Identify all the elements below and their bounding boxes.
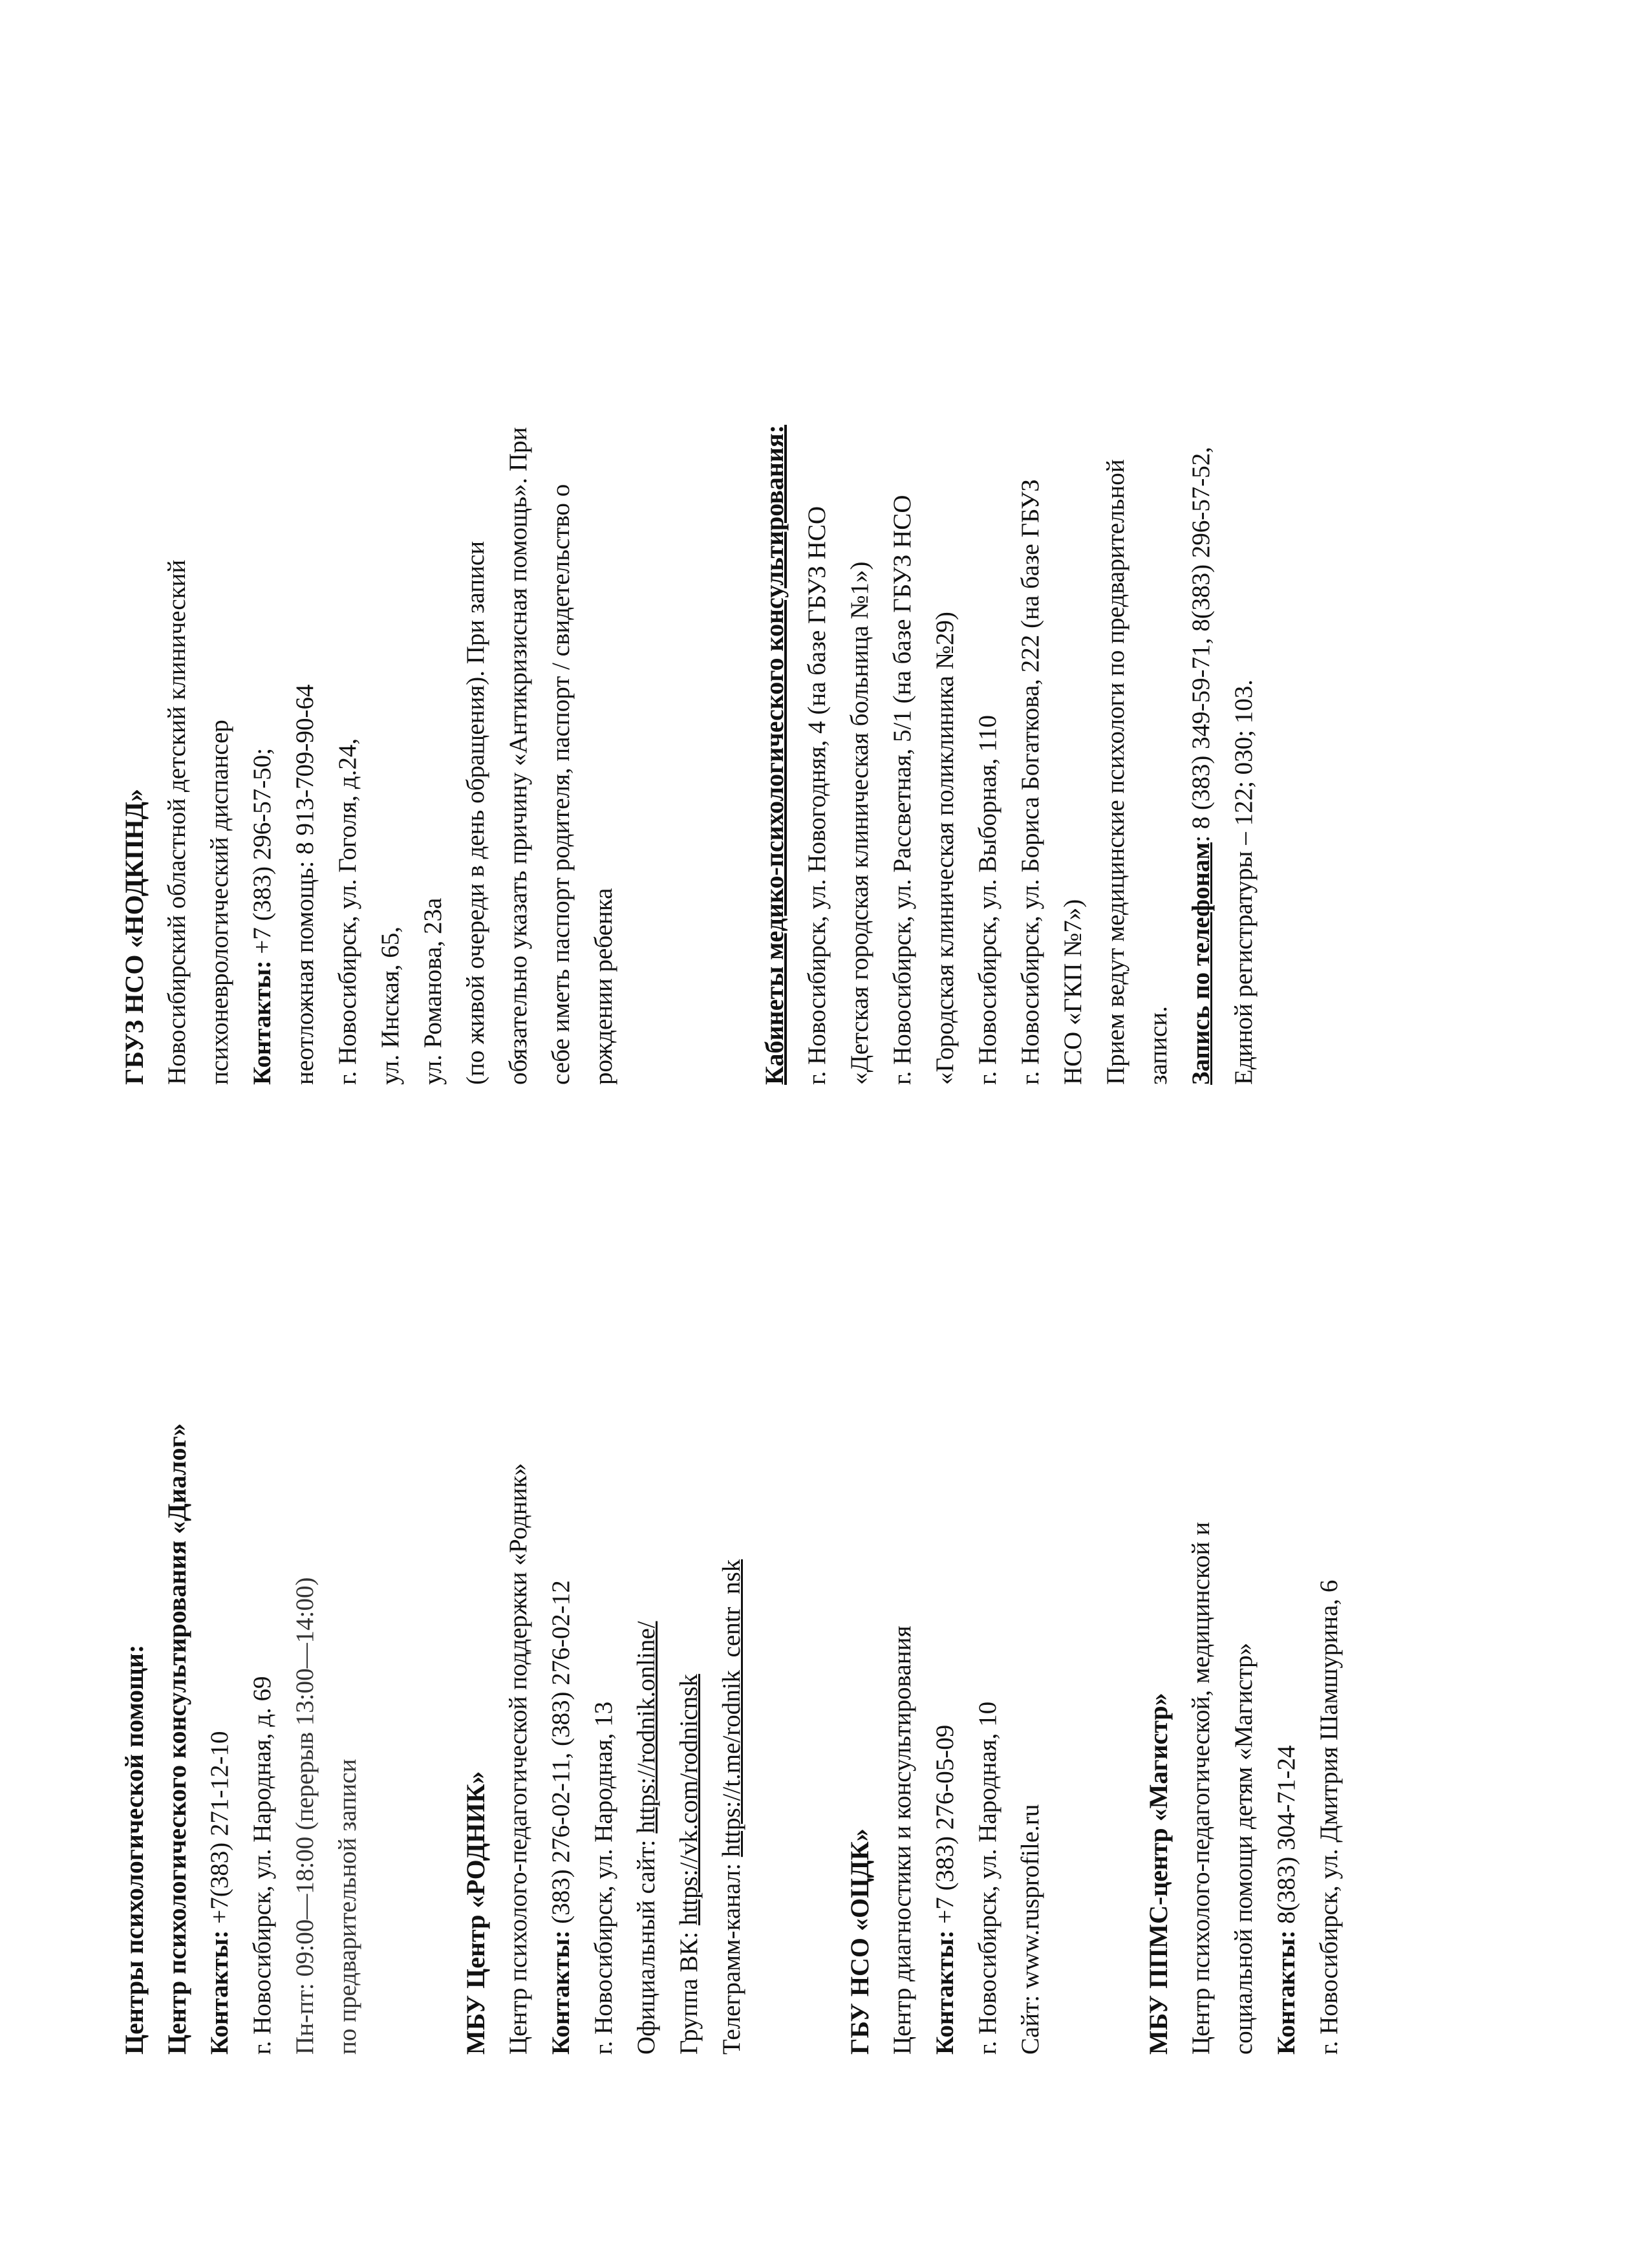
cabinet-address: г. Новосибирск, ул. Бориса Богаткова, 222 (на базе ГБУЗ — [1016, 479, 1044, 1085]
section-rodnik — [455, 1117, 753, 2055]
contacts-value: 8(383) 304-71-24 — [1272, 1745, 1300, 1931]
center-description: Центр диагностики и консультирования — [888, 1625, 916, 2055]
address: ул. Романова, 23а — [419, 897, 447, 1085]
emergency-phone: неотложная помощь: 8 913-709-90-64 — [291, 684, 319, 1085]
section-otsdk — [839, 1117, 1052, 2055]
contacts-line — [924, 1117, 967, 2055]
address: г. Новосибирск, ул. Народная, д. 69 — [248, 1676, 276, 2055]
appointment-note: по предварительной записи — [334, 1759, 361, 2055]
right-column — [113, 37, 1265, 1085]
contacts-value: +7 (383) 296-57-50; — [248, 747, 276, 961]
phone-value: : 8 (383) 349-59-71, 8(383) 296-57-52, — [1187, 446, 1215, 842]
center-description: Центр психолого-педагогической поддержки «Родник» — [504, 1462, 532, 2055]
address: г. Новосибирск, ул. Дмитрия Шамшурина, 6 — [1315, 1579, 1343, 2055]
address: г. Новосибирск, ул. Народная, 13 — [590, 1701, 617, 2055]
reception-note: записи. — [1144, 1006, 1172, 1085]
address: г. Новосибирск, ул. Народная, 10 — [974, 1701, 1002, 2055]
working-hours: Пн-пт: 09:00—18:00 (перерыв 13:00—14:00) — [291, 1577, 319, 2055]
section-dialog — [113, 1117, 369, 2055]
contacts-label: Контакты: — [547, 1930, 575, 2055]
contacts-value: +7 (383) 276-05-09 — [931, 1724, 959, 1931]
cabinet-address: г. Новосибирск, ул. Рассветная, 5/1 (на базе ГБУЗ НСО — [888, 495, 916, 1085]
site-line — [625, 1117, 668, 2055]
queue-note: рождении ребенка — [590, 888, 617, 1085]
contacts-line — [540, 1117, 583, 2055]
vk-line — [668, 1117, 711, 2055]
vk-label: Группа ВК: — [675, 1925, 703, 2055]
center-description: социальной помощи детям «Магистр» — [1230, 1642, 1258, 2055]
contacts-line — [241, 37, 284, 1085]
cabinet-address: «Городская клиническая поликлиника №29) — [931, 612, 959, 1085]
telegram-label: Телеграмм-канал: — [718, 1857, 745, 2055]
site-line: Сайт: www.rusprofile.ru — [1016, 1804, 1044, 2055]
cabinet-address: г. Новосибирск, ул. Новогодняя, 4 (на базе ГБУЗ НСО — [803, 506, 831, 1085]
cabinet-address: НСО «ГКП №7») — [1059, 899, 1087, 1085]
contacts-label: Контакты: — [1272, 1930, 1300, 2055]
vk-link[interactable]: https://vk.com/rodnicnsk — [675, 1674, 703, 1925]
section-heading: ГБУЗ НСО «НОДКПНД» — [120, 788, 149, 1085]
contacts-line — [198, 1117, 241, 2055]
section-cabinets — [753, 37, 1265, 1085]
contacts-label: Контакты: — [931, 1930, 959, 2055]
phone-label: Запись по телефонам — [1187, 842, 1215, 1085]
site-link[interactable]: https://rodnik.online/ — [632, 1621, 660, 1834]
center-description: Новосибирский областной детский клинический — [163, 559, 191, 1085]
cabinet-address: г. Новосибирск, ул. Выборная, 110 — [974, 714, 1002, 1085]
section-heading: Кабинеты медико-психологического консультирования: — [760, 425, 789, 1085]
contacts-line — [1265, 1117, 1308, 2055]
section-nodkpnd — [113, 37, 625, 1085]
reception-note: Прием ведут медицинские психологи по предварительной — [1102, 459, 1130, 1085]
section-heading: ГБУ НСО «ОЦДК» — [845, 1828, 874, 2055]
section-heading: МБУ Центр «РОДНИК» — [461, 1771, 490, 2055]
center-description: Центр психолого-педагогической, медицинской и — [1187, 1522, 1215, 2055]
section-magistr — [1137, 1117, 1351, 2055]
queue-note: (по живой очереди в день обращения). При записи — [462, 540, 489, 1085]
registry-phones: Единой регистратуры – 122; 030; 103. — [1230, 679, 1258, 1085]
address: г. Новосибирск, ул. Гоголя, д.24, — [334, 738, 361, 1085]
center-description: психоневрологический диспансер — [206, 720, 233, 1085]
contacts-label: Контакты: — [206, 1930, 233, 2055]
left-column — [113, 1117, 1351, 2055]
cabinet-address: «Детская городская клиническая больница №1») — [846, 561, 873, 1085]
site-label: Официальный сайт: — [632, 1833, 660, 2055]
contacts-value: +7(383) 271-12-10 — [206, 1731, 233, 1931]
telegram-link[interactable]: https://t.me/rodnik_centr_nsk — [718, 1559, 745, 1857]
queue-note: себе иметь паспорт родителя, паспорт / свидетельство о — [547, 484, 575, 1085]
queue-note: обязательно указать причину «Антикризисная помощь». При — [504, 427, 532, 1085]
address: ул. Инская, 65, — [376, 926, 404, 1085]
contacts-label: Контакты: — [248, 960, 276, 1085]
contacts-value: (383) 276-02-11, (383) 276-02-12 — [547, 1580, 575, 1931]
section-heading: Центры психологической помощи: — [120, 1644, 149, 2055]
phone-line — [1180, 37, 1223, 1085]
telegram-line — [711, 1117, 753, 2055]
center-name: Центр психологического консультирования «Диалог» — [162, 1423, 191, 2055]
section-heading: МБУ ППМС-центр «Магистр» — [1144, 1693, 1173, 2055]
